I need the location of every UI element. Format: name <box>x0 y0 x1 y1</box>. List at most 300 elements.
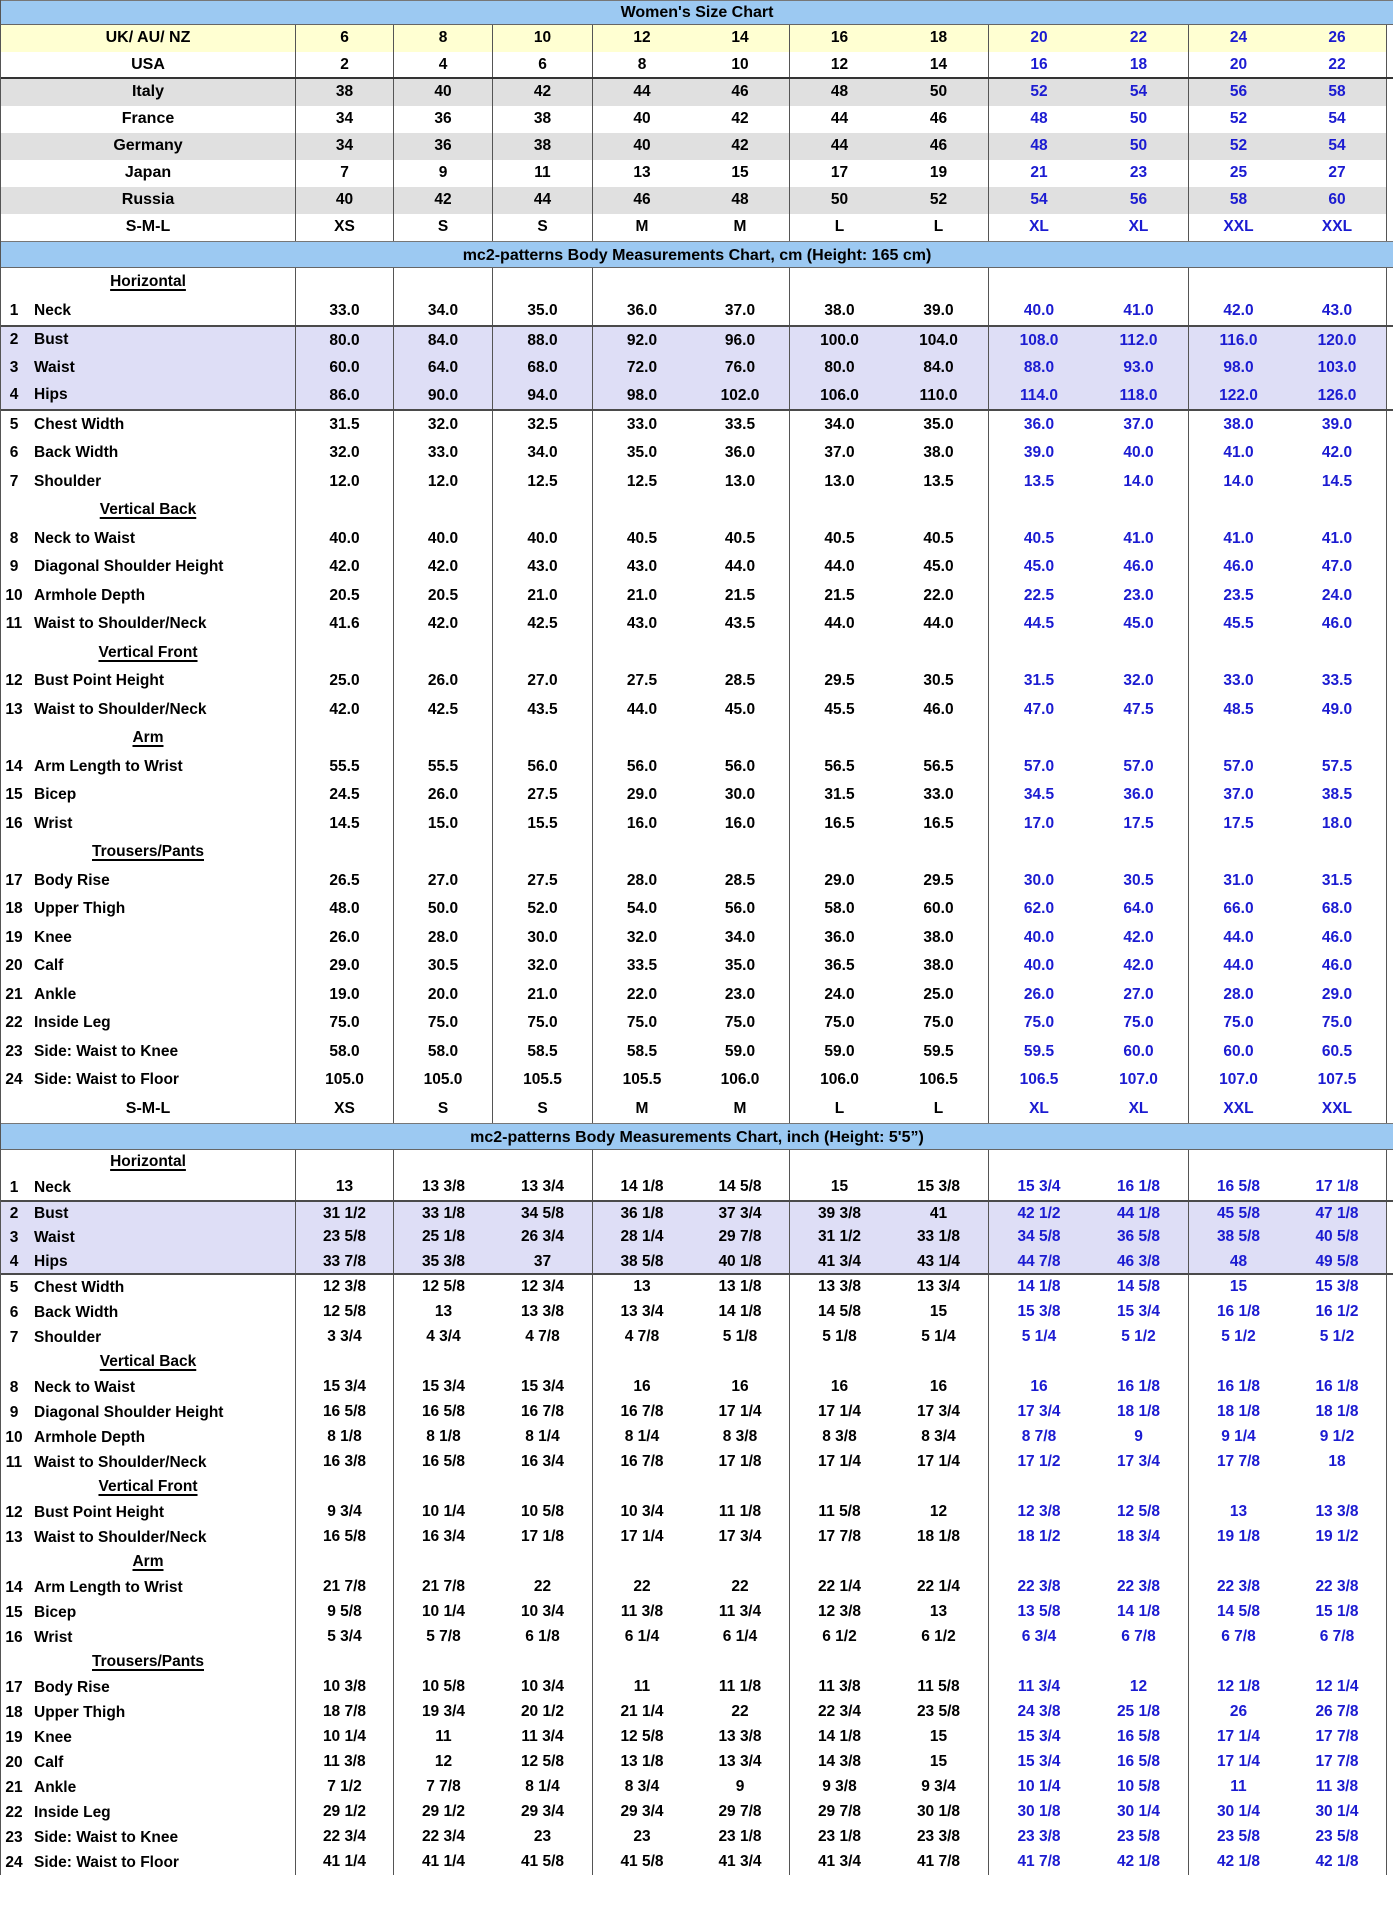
measurement-row <box>1 981 1393 1010</box>
size-value-cell: 13 1/8 <box>620 1753 664 1770</box>
size-value-cell: 11 3/8 <box>296 1750 394 1775</box>
empty-cell <box>593 1650 691 1675</box>
measurement-row <box>1 1175 1393 1200</box>
size-value-cell: 31.5 <box>1288 867 1387 896</box>
size-value-cell: 15.0 <box>394 810 493 839</box>
size-value-cell: 42 1/8 <box>1216 1853 1261 1870</box>
empty-cell <box>493 639 593 668</box>
size-value-cell: 21.5 <box>824 586 855 604</box>
size-value-cell: 50 <box>1089 133 1189 160</box>
size-value-cell: 14 5/8 <box>1216 1603 1261 1620</box>
size-value-cell: 18 1/8 <box>1089 1400 1189 1425</box>
cm-section-header: mc2-patterns Body Measurements Chart, cm (Height: 165 cm) <box>462 247 932 264</box>
row-filler <box>1387 25 1393 52</box>
size-value-cell: 40 <box>633 137 651 154</box>
size-value-cell: 12 1/8 <box>1216 1678 1261 1695</box>
chart-title: Women's Size Chart <box>620 4 774 21</box>
size-value-cell: 9 3/8 <box>822 1778 857 1795</box>
size-value-cell: 7 1/2 <box>296 1775 394 1800</box>
size-value-cell: 39 3/8 <box>817 1205 862 1222</box>
group-heading <box>1 1350 296 1375</box>
size-value-cell: 38.5 <box>1288 781 1387 810</box>
size-value-cell: 18 1/8 <box>1216 1403 1261 1420</box>
empty-cell <box>296 639 394 668</box>
row-filler <box>1387 553 1393 582</box>
empty-cell <box>989 639 1089 668</box>
measurement-name: Bicep <box>34 1603 77 1621</box>
size-value-cell: 29.5 <box>824 672 855 689</box>
row-filler <box>1387 1400 1393 1425</box>
size-value-cell: XXL <box>1223 1099 1254 1117</box>
size-value-cell: 14 <box>889 52 989 77</box>
size-value-cell: 44 1/8 <box>1089 1202 1189 1225</box>
empty-cell <box>790 1475 889 1500</box>
row-label: S-M-L <box>1 214 296 241</box>
size-value-cell: 37.0 <box>1089 411 1189 440</box>
size-value-cell: 59.5 <box>1023 1042 1055 1060</box>
size-value-cell: 13 3/8 <box>493 1300 593 1325</box>
size-value-cell: 17 1/4 <box>691 1400 790 1425</box>
size-value-cell: 59.5 <box>889 1038 989 1067</box>
measurement-name: Side: Waist to Floor <box>34 1853 179 1871</box>
size-value-cell: 28.0 <box>1223 985 1254 1003</box>
size-value-cell: 15.5 <box>493 810 593 839</box>
size-value-cell: 20 1/2 <box>493 1700 593 1725</box>
size-value-cell: 59.0 <box>691 1038 790 1067</box>
measurement-label <box>1 753 296 782</box>
size-value-cell: 22 3/8 <box>1288 1575 1387 1600</box>
size-value-cell: 15 3/4 <box>493 1375 593 1400</box>
size-value-cell: 43.0 <box>1288 297 1387 326</box>
row-filler <box>1387 1500 1393 1525</box>
row-filler <box>1387 1450 1393 1475</box>
size-value-cell: 86.0 <box>296 382 394 409</box>
empty-cell <box>394 724 493 753</box>
measurement-number: 4 <box>9 1252 19 1270</box>
measurement-number: 10 <box>5 1428 23 1446</box>
group-heading <box>1 724 296 753</box>
size-value-cell: 8 3/8 <box>822 1428 857 1445</box>
size-value-cell: 21 7/8 <box>296 1575 394 1600</box>
size-value-cell: 15 3/4 <box>1017 1178 1061 1195</box>
measurement-row <box>1 582 1393 611</box>
size-value-cell: 5 1/2 <box>1288 1325 1387 1350</box>
row-filler <box>1387 867 1393 896</box>
size-value-cell: 38 5/8 <box>620 1253 664 1270</box>
size-value-cell: 23.0 <box>691 981 790 1010</box>
size-value-cell: 42.0 <box>1089 924 1189 953</box>
empty-cell <box>394 1350 493 1375</box>
size-value-cell: 16 5/8 <box>1089 1750 1189 1775</box>
size-value-cell: 23.5 <box>1223 586 1254 604</box>
size-value-cell: 32.0 <box>1089 667 1189 696</box>
size-value-cell: 38.0 <box>889 924 989 953</box>
group-heading-text: Vertical Front <box>98 643 198 661</box>
size-value-cell: 29.5 <box>889 867 989 896</box>
measurement-row <box>1 1800 1393 1825</box>
group-heading-row <box>1 268 1393 297</box>
size-value-cell: 42 <box>691 133 790 160</box>
size-value-cell: 84.0 <box>394 327 493 354</box>
size-value-cell: 14.0 <box>1223 472 1254 490</box>
size-value-cell: 41 <box>889 1202 989 1225</box>
size-value-cell: 44 <box>830 137 849 154</box>
size-value-cell: 8 1/8 <box>296 1425 394 1450</box>
size-value-cell: 42.0 <box>1223 301 1254 319</box>
size-value-cell: 110.0 <box>889 382 989 409</box>
size-value-cell: 38.0 <box>889 952 989 981</box>
size-value-cell: 15 3/8 <box>1017 1303 1061 1320</box>
size-value-cell: 10 3/4 <box>620 1503 664 1520</box>
size-value-cell: 56.0 <box>626 757 658 775</box>
row-filler <box>1387 981 1393 1010</box>
size-value-cell: 20.5 <box>296 582 394 611</box>
measurement-number: 11 <box>5 615 23 633</box>
row-filler <box>1387 1650 1393 1675</box>
size-value-cell: 75.0 <box>626 1014 658 1031</box>
size-value-cell: 40.5 <box>626 529 658 547</box>
row-filler <box>1387 297 1393 326</box>
size-value-cell: 17 1/4 <box>620 1528 664 1545</box>
measurement-row <box>1 439 1393 468</box>
measurement-name: Neck to Waist <box>34 1378 136 1396</box>
size-value-cell: 44.0 <box>626 700 658 718</box>
group-heading-row <box>1 838 1393 867</box>
measurement-label <box>1 411 296 440</box>
size-value-cell: 26.0 <box>394 667 493 696</box>
size-value-cell: 49.0 <box>1288 696 1387 725</box>
measurement-name: Ankle <box>34 985 77 1003</box>
size-value-cell: 26 <box>1229 1703 1248 1720</box>
size-value-cell: 10 3/8 <box>296 1675 394 1700</box>
size-value-cell: 5 1/4 <box>889 1325 989 1350</box>
size-value-cell: 16.0 <box>626 814 658 832</box>
measurement-row <box>1 1425 1393 1450</box>
measurement-row <box>1 525 1393 554</box>
measurement-row <box>1 696 1393 725</box>
size-value-cell: XL <box>1029 218 1049 235</box>
sml-row <box>1 1095 1393 1124</box>
row-filler <box>1387 1525 1393 1550</box>
size-value-cell: 38 <box>493 133 593 160</box>
size-value-cell: 6 1/4 <box>624 1628 660 1645</box>
size-value-cell: 12 3/8 <box>296 1275 394 1300</box>
measurement-row <box>1 1750 1393 1775</box>
measurement-number: 7 <box>9 472 19 490</box>
row-filler <box>1387 639 1393 668</box>
size-value-cell: 20 <box>1229 56 1248 73</box>
size-value-cell: 40.0 <box>493 525 593 554</box>
size-value-cell: 40.5 <box>889 525 989 554</box>
measurement-row <box>1 1325 1393 1350</box>
size-value-cell: 46.0 <box>889 696 989 725</box>
size-value-cell: 75.0 <box>824 1014 855 1031</box>
size-value-cell: 16 <box>1030 1378 1048 1395</box>
size-value-cell: 27.5 <box>493 867 593 896</box>
size-value-cell: 25.0 <box>296 667 394 696</box>
size-value-cell: 43.0 <box>493 553 593 582</box>
empty-cell <box>493 1650 593 1675</box>
size-value-cell: 4 3/4 <box>426 1328 461 1345</box>
measurement-label <box>1 327 296 354</box>
empty-cell <box>493 1550 593 1575</box>
size-value-cell: 5 1/2 <box>1089 1325 1189 1350</box>
size-value-cell: 76.0 <box>691 354 790 383</box>
measurement-name: Arm Length to Wrist <box>34 757 183 775</box>
empty-cell <box>691 1350 790 1375</box>
size-value-cell: XS <box>296 1095 394 1124</box>
group-heading <box>1 268 296 297</box>
size-value-cell: 46.0 <box>1288 610 1387 639</box>
size-value-cell: 16 7/8 <box>493 1400 593 1425</box>
measurement-row <box>1 382 1393 411</box>
size-value-cell: 8 1/4 <box>493 1425 593 1450</box>
size-value-cell: 7 <box>296 160 394 187</box>
measurement-row <box>1 952 1393 981</box>
size-value-cell: 52 <box>889 187 989 214</box>
measurement-name: Diagonal Shoulder Height <box>34 558 224 576</box>
size-value-cell: 12 5/8 <box>620 1728 664 1745</box>
size-value-cell: 40.0 <box>1023 957 1055 974</box>
size-value-cell: 23.0 <box>1089 582 1189 611</box>
empty-cell <box>691 496 790 525</box>
size-value-cell: 26 3/4 <box>493 1225 593 1250</box>
measurement-label <box>1 354 296 383</box>
measurement-row <box>1 1850 1393 1875</box>
size-value-cell: 16 <box>889 1375 989 1400</box>
size-value-cell: 94.0 <box>493 382 593 409</box>
measurement-number: 20 <box>5 957 23 975</box>
empty-cell <box>1288 268 1387 297</box>
size-conversion-table <box>1 25 1393 241</box>
size-value-cell: 28.5 <box>691 667 790 696</box>
row-filler <box>1387 1275 1393 1300</box>
size-value-cell: 32.0 <box>493 952 593 981</box>
size-value-cell: 46.0 <box>1288 924 1387 953</box>
size-value-cell: 80.0 <box>296 327 394 354</box>
measurement-name: Side: Waist to Floor <box>34 1071 179 1089</box>
empty-cell <box>394 1150 493 1175</box>
group-heading-text: Trousers/Pants <box>92 843 204 860</box>
row-filler <box>1387 838 1393 867</box>
measurement-label <box>1 553 296 582</box>
size-value-cell: 24.0 <box>1288 582 1387 611</box>
size-value-cell: 23 5/8 <box>296 1225 394 1250</box>
measurement-label <box>1 810 296 839</box>
size-value-cell: 26.0 <box>296 924 394 953</box>
measurement-row <box>1 1250 1393 1275</box>
size-value-cell: 17 1/4 <box>1216 1753 1261 1770</box>
size-value-cell: 29.0 <box>296 952 394 981</box>
size-value-cell: 25.0 <box>889 981 989 1010</box>
size-value-cell: 46 <box>691 79 790 106</box>
size-value-cell: 13 <box>1229 1503 1248 1520</box>
size-value-cell: 27.5 <box>493 781 593 810</box>
measurement-label <box>1 1625 296 1650</box>
size-value-cell: 45.5 <box>824 700 855 718</box>
empty-cell <box>1288 639 1387 668</box>
size-value-cell: 17 1/2 <box>1017 1453 1061 1470</box>
size-value-cell: 41 3/4 <box>817 1253 862 1270</box>
size-value-cell: 46 3/8 <box>1089 1250 1189 1273</box>
size-value-cell: 48 <box>830 83 849 100</box>
size-value-cell: 122.0 <box>1219 387 1258 404</box>
size-value-cell: 11 <box>1230 1778 1247 1795</box>
group-heading <box>1 838 296 867</box>
group-heading-row <box>1 1150 1393 1175</box>
size-value-cell: 29.0 <box>1288 981 1387 1010</box>
measurement-name: Back Width <box>34 444 119 462</box>
size-value-cell: 31.0 <box>1223 871 1254 889</box>
size-value-cell: 41 5/8 <box>493 1850 593 1875</box>
measurement-label <box>1 1009 296 1038</box>
size-value-cell: 43.0 <box>626 558 658 575</box>
inch-section-header: mc2-patterns Body Measurements Chart, inch (Height: 5'5”) <box>470 1129 924 1146</box>
measurement-label <box>1 952 296 981</box>
empty-cell <box>296 1650 394 1675</box>
size-value-cell: 35 3/8 <box>421 1253 466 1270</box>
size-value-cell: 11 5/8 <box>818 1503 861 1520</box>
size-value-cell: 44 <box>830 110 849 127</box>
size-value-cell: 42.0 <box>1089 952 1189 981</box>
size-value-cell: 9 <box>394 160 493 187</box>
size-value-cell: 5 7/8 <box>426 1628 461 1645</box>
size-value-cell: 40 <box>296 187 394 214</box>
size-value-cell: 47 1/8 <box>1288 1202 1387 1225</box>
group-heading-row <box>1 1350 1393 1375</box>
measurement-label <box>1 1300 296 1325</box>
measurement-name: Armhole Depth <box>34 586 146 604</box>
size-value-cell: 24.5 <box>296 781 394 810</box>
row-label: USA <box>1 52 296 77</box>
size-value-cell: 34.0 <box>394 297 493 326</box>
size-value-cell: 33.0 <box>1223 672 1254 689</box>
measurement-number: 23 <box>5 1828 23 1846</box>
size-value-cell: 107.0 <box>1219 1071 1258 1088</box>
size-value-cell: 12 5/8 <box>1089 1500 1189 1525</box>
measurement-label <box>1 781 296 810</box>
size-value-cell: 34.0 <box>824 415 855 433</box>
size-value-cell: 30.0 <box>691 781 790 810</box>
size-value-cell: 9 1/4 <box>1221 1428 1256 1445</box>
size-value-cell: 43.5 <box>691 610 790 639</box>
group-heading <box>1 1475 296 1500</box>
size-value-cell: 2 <box>296 52 394 77</box>
size-value-cell: 17 3/4 <box>1089 1450 1189 1475</box>
size-row <box>1 25 1393 52</box>
size-value-cell: 27.0 <box>493 667 593 696</box>
size-value-cell: 14 5/8 <box>691 1175 790 1200</box>
measurement-name: Inside Leg <box>34 1014 111 1032</box>
size-value-cell: 44.0 <box>824 615 855 632</box>
size-value-cell: 17 7/8 <box>1288 1750 1387 1775</box>
size-value-cell: 3 3/4 <box>296 1325 394 1350</box>
size-value-cell: 19 3/4 <box>421 1703 466 1720</box>
size-value-cell: 52 <box>1030 83 1048 100</box>
size-value-cell: 106.0 <box>820 387 859 404</box>
size-value-cell: 44.0 <box>889 610 989 639</box>
empty-cell <box>989 1475 1089 1500</box>
size-value-cell: 12 <box>830 56 849 73</box>
size-value-cell: 10 <box>691 52 790 77</box>
empty-cell <box>889 1650 989 1675</box>
row-filler <box>1387 696 1393 725</box>
empty-cell <box>1089 1550 1189 1575</box>
size-value-cell: 38 5/8 <box>1216 1228 1261 1245</box>
size-value-cell: 34.0 <box>691 924 790 953</box>
row-filler <box>1387 1850 1393 1875</box>
size-value-cell: 14 1/8 <box>691 1300 790 1325</box>
size-value-cell: 20 <box>1030 29 1048 46</box>
size-value-cell: 42.0 <box>1288 439 1387 468</box>
measurement-label <box>1 1175 296 1200</box>
empty-cell <box>889 1350 989 1375</box>
size-value-cell: 59.0 <box>824 1042 855 1060</box>
empty-cell <box>1189 1475 1288 1500</box>
size-value-cell: 8 1/8 <box>426 1428 461 1445</box>
size-value-cell: 9 3/4 <box>296 1500 394 1525</box>
measurement-row <box>1 1066 1393 1095</box>
size-value-cell: 25 1/8 <box>1089 1700 1189 1725</box>
cm-measurements-table <box>1 268 1393 1123</box>
measurement-number: 18 <box>5 1703 23 1721</box>
group-heading-row <box>1 639 1393 668</box>
size-value-cell: 44.0 <box>1223 957 1254 974</box>
measurement-label <box>1 1400 296 1425</box>
size-value-cell: 16 5/8 <box>421 1453 466 1470</box>
size-value-cell: 56.0 <box>493 753 593 782</box>
empty-cell <box>1189 268 1288 297</box>
measurement-name: Ankle <box>34 1778 77 1796</box>
row-filler <box>1387 1038 1393 1067</box>
size-value-cell: 14 <box>691 25 790 52</box>
size-value-cell: 33.0 <box>889 781 989 810</box>
measurement-row <box>1 610 1393 639</box>
size-value-cell: 44 7/8 <box>1017 1253 1061 1270</box>
size-value-cell: 50.0 <box>394 895 493 924</box>
size-value-cell: 9 1/2 <box>1288 1425 1387 1450</box>
size-value-cell: 48 <box>1030 137 1048 154</box>
size-value-cell: 23 1/8 <box>691 1825 790 1850</box>
size-value-cell: 5 1/2 <box>1221 1328 1256 1345</box>
measurement-label <box>1 1850 296 1875</box>
size-value-cell: 24 3/8 <box>1017 1703 1061 1720</box>
size-value-cell: 15 <box>889 1300 989 1325</box>
size-value-cell: 20.5 <box>394 582 493 611</box>
size-value-cell: 47.0 <box>1288 553 1387 582</box>
size-value-cell: 33 1/8 <box>889 1225 989 1250</box>
size-value-cell: 33 7/8 <box>296 1250 394 1273</box>
measurement-name: Side: Waist to Knee <box>34 1828 179 1846</box>
size-value-cell: 4 7/8 <box>493 1325 593 1350</box>
size-value-cell: 17 1/8 <box>1288 1175 1387 1200</box>
size-value-cell: 13 3/8 <box>1288 1500 1387 1525</box>
size-value-cell: 41.0 <box>1089 525 1189 554</box>
size-value-cell: 10 1/4 <box>296 1725 394 1750</box>
size-value-cell: 14 3/8 <box>817 1753 862 1770</box>
size-value-cell: 120.0 <box>1288 327 1387 354</box>
measurement-row <box>1 1375 1393 1400</box>
row-filler <box>1387 468 1393 497</box>
size-value-cell: 47.5 <box>1089 696 1189 725</box>
empty-cell <box>691 838 790 867</box>
size-value-cell: 10 3/4 <box>493 1600 593 1625</box>
size-value-cell: 15 3/4 <box>296 1375 394 1400</box>
group-heading <box>1 1550 296 1575</box>
row-filler <box>1387 1325 1393 1350</box>
size-value-cell: 8 3/4 <box>624 1778 660 1795</box>
size-value-cell: 9 5/8 <box>296 1600 394 1625</box>
